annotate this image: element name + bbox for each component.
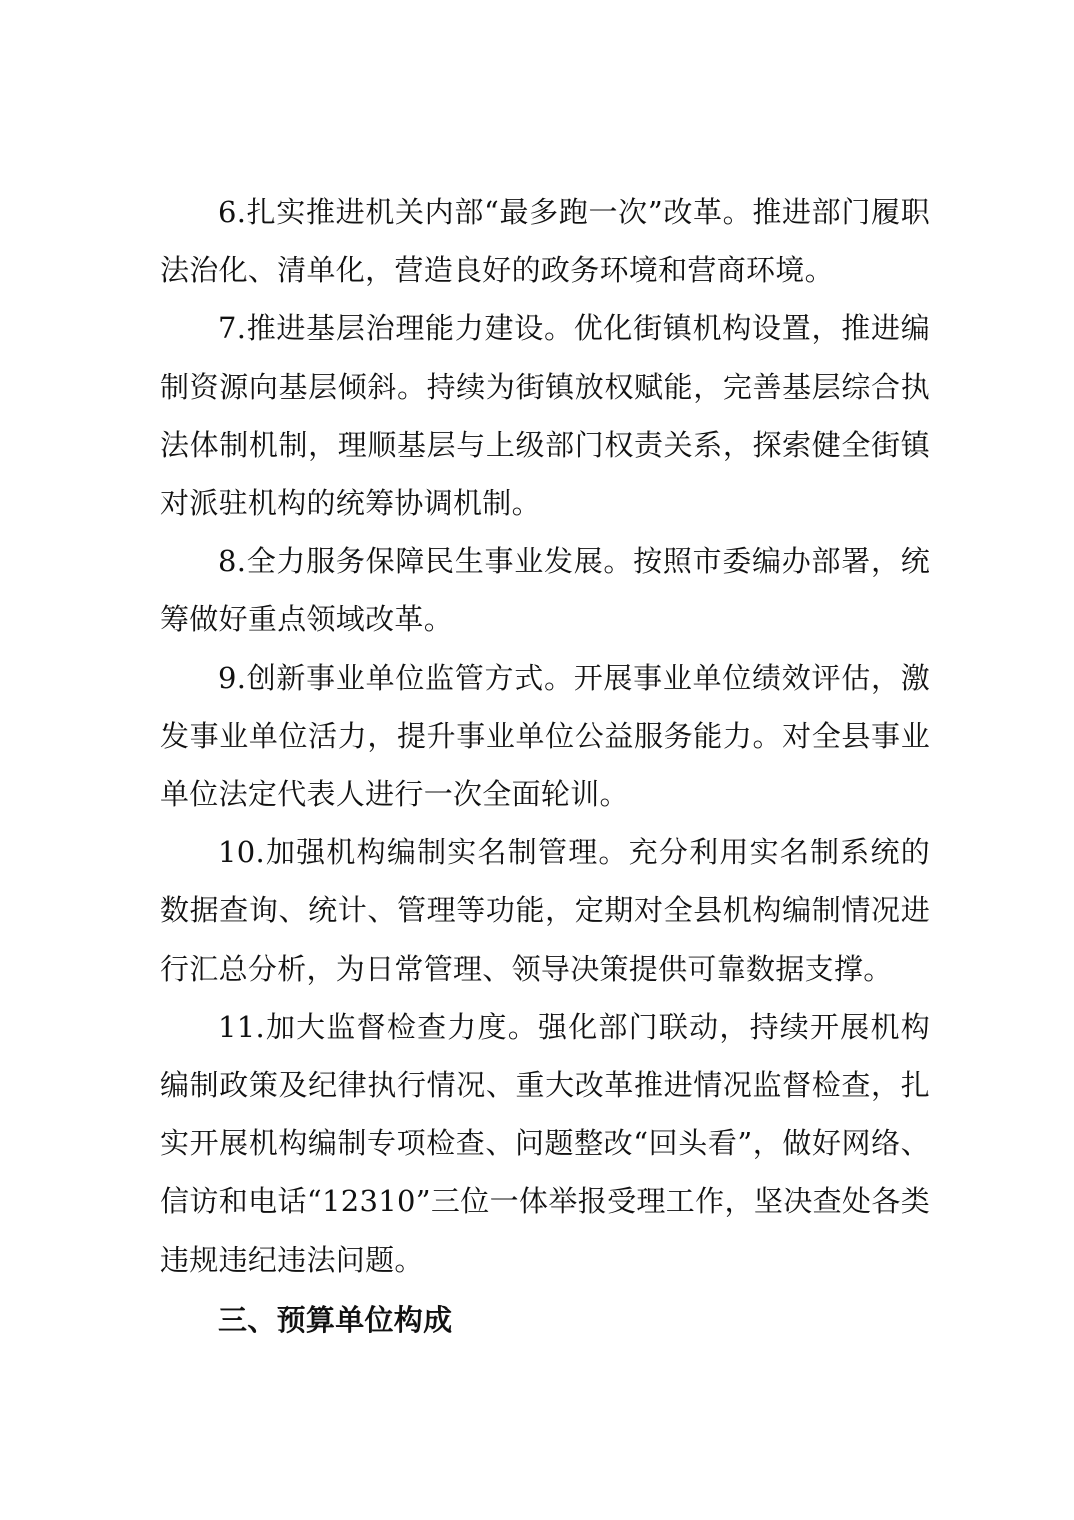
paragraph-item-6: 6.扎实推进机关内部“最多跑一次”改革。推进部门履职法治化、清单化，营造良好的政务环境和营商环境。 [160,195,930,288]
paragraph-item-8: 8.全力服务保障民生事业发展。按照市委编办部署，统筹做好重点领域改革。 [160,544,930,637]
paragraph-item-11: 11.加大监督检查力度。强化部门联动，持续开展机构编制政策及纪律执行情况、重大改革推进情况监督检查，扎实开展机构编制专项检查、问题整改“回头看”，做好网络、信访和电话“12310”三位一体举报受理工作，坚决查处各类违规违纪违法问题。 [160,1009,930,1277]
paragraph-item-7: 7.推进基层治理能力建设。优化街镇机构设置，推进编制资源向基层倾斜。持续为街镇放权赋能，完善基层综合执法体制机制，理顺基层与上级部门权责关系，探索健全街镇对派驻机构的统筹协调机制。 [160,311,930,521]
paragraph-item-10: 10.加强机构编制实名制管理。充分利用实名制系统的数据查询、统计、管理等功能，定期对全县机构编制情况进行汇总分析，为日常管理、领导决策提供可靠数据支撑。 [160,835,930,986]
document-body [160,183,930,1349]
paragraph-item-9: 9.创新事业单位监管方式。开展事业单位绩效评估，激发事业单位活力，提升事业单位公益服务能力。对全县事业单位法定代表人进行一次全面轮训。 [160,660,930,812]
section-heading: 三、预算单位构成 [218,1302,453,1337]
